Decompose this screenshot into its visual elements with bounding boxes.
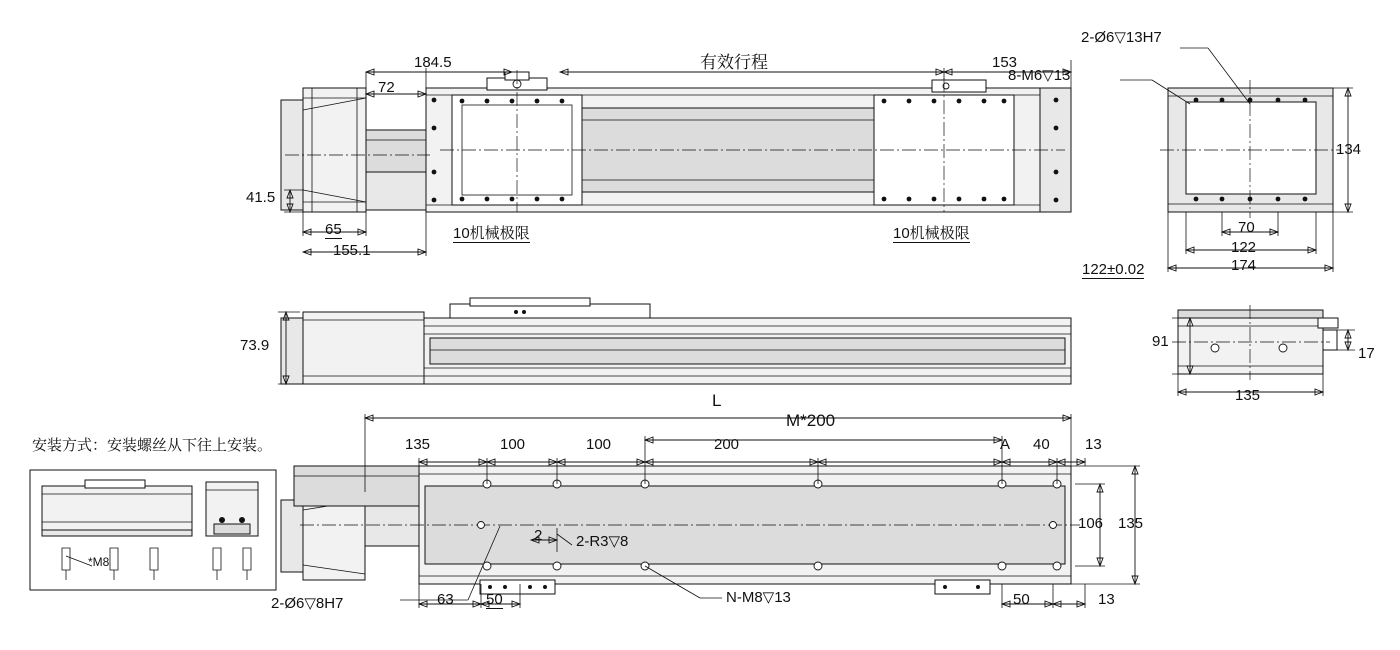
dim-50-right: 50: [1013, 591, 1030, 608]
dim-122: 122: [1231, 239, 1257, 256]
dim-153: 153: [992, 54, 1018, 71]
dim-50-left: 50: [486, 591, 503, 608]
dim-65: 65: [325, 221, 342, 238]
note-2-phi6-13H7: 2-Ø6▽13H7: [1081, 29, 1162, 46]
note-N-M8: N-M8▽13: [726, 589, 791, 606]
bottom-view-geometry: [281, 466, 1080, 594]
dim-134: 134: [1336, 141, 1362, 158]
dim-L: L: [712, 391, 722, 410]
dim-91: 91: [1152, 333, 1169, 350]
dim-M200: M*200: [786, 411, 836, 430]
dim-106: 106: [1078, 515, 1104, 532]
dim-41-5: 41.5: [246, 189, 276, 206]
dim-100-a: 100: [500, 436, 526, 453]
dim-13-top: 13: [1085, 436, 1102, 453]
dim-100-b: 100: [586, 436, 612, 453]
side-view-lower-geometry: [1172, 305, 1355, 396]
dim-17: 17: [1358, 345, 1375, 362]
mounting-screw-label: *M8: [88, 555, 110, 569]
dim-122-tol: [1082, 262, 1144, 279]
dim-13-bottom: 13: [1098, 591, 1115, 608]
dim-135-side: 135: [1235, 387, 1261, 404]
note-2-phi6-8H7: 2-Ø6▽8H7: [271, 595, 344, 612]
top-view-geometry: [281, 67, 1071, 212]
note-8-M6: 8-M6▽13: [1008, 67, 1071, 84]
dim-72: 72: [378, 79, 395, 96]
dim-40: 40: [1033, 436, 1050, 453]
dim-2: 2: [534, 527, 543, 544]
dim-122-tol-value: 122: [1082, 261, 1108, 278]
limit-label-right: 10机械极限: [893, 225, 970, 242]
mounting-note-geometry: [30, 470, 276, 590]
limit-label-left: 10机械极限: [453, 225, 530, 242]
dim-73-9: 73.9: [240, 337, 270, 354]
dim-135-bottom: 135: [405, 436, 431, 453]
dim-155-1: 155.1: [333, 242, 371, 259]
dim-70: 70: [1238, 219, 1255, 236]
front-view-geometry: [281, 298, 1071, 384]
dim-174: 174: [1231, 257, 1257, 274]
mounting-note-text: 安装方式：安装螺丝从下往上安装。: [32, 437, 273, 454]
effective-stroke-label: 有效行程: [700, 53, 768, 72]
dim-135-right: 135: [1118, 515, 1144, 532]
dim-63: 63: [437, 591, 454, 608]
dim-122-tol-suffix: ±0.02: [1107, 261, 1145, 278]
dim-184-5: 184.5: [414, 54, 452, 71]
note-2-R3: 2-R3▽8: [576, 533, 629, 550]
dim-200: 200: [714, 436, 740, 453]
dim-A: A: [1000, 436, 1011, 453]
